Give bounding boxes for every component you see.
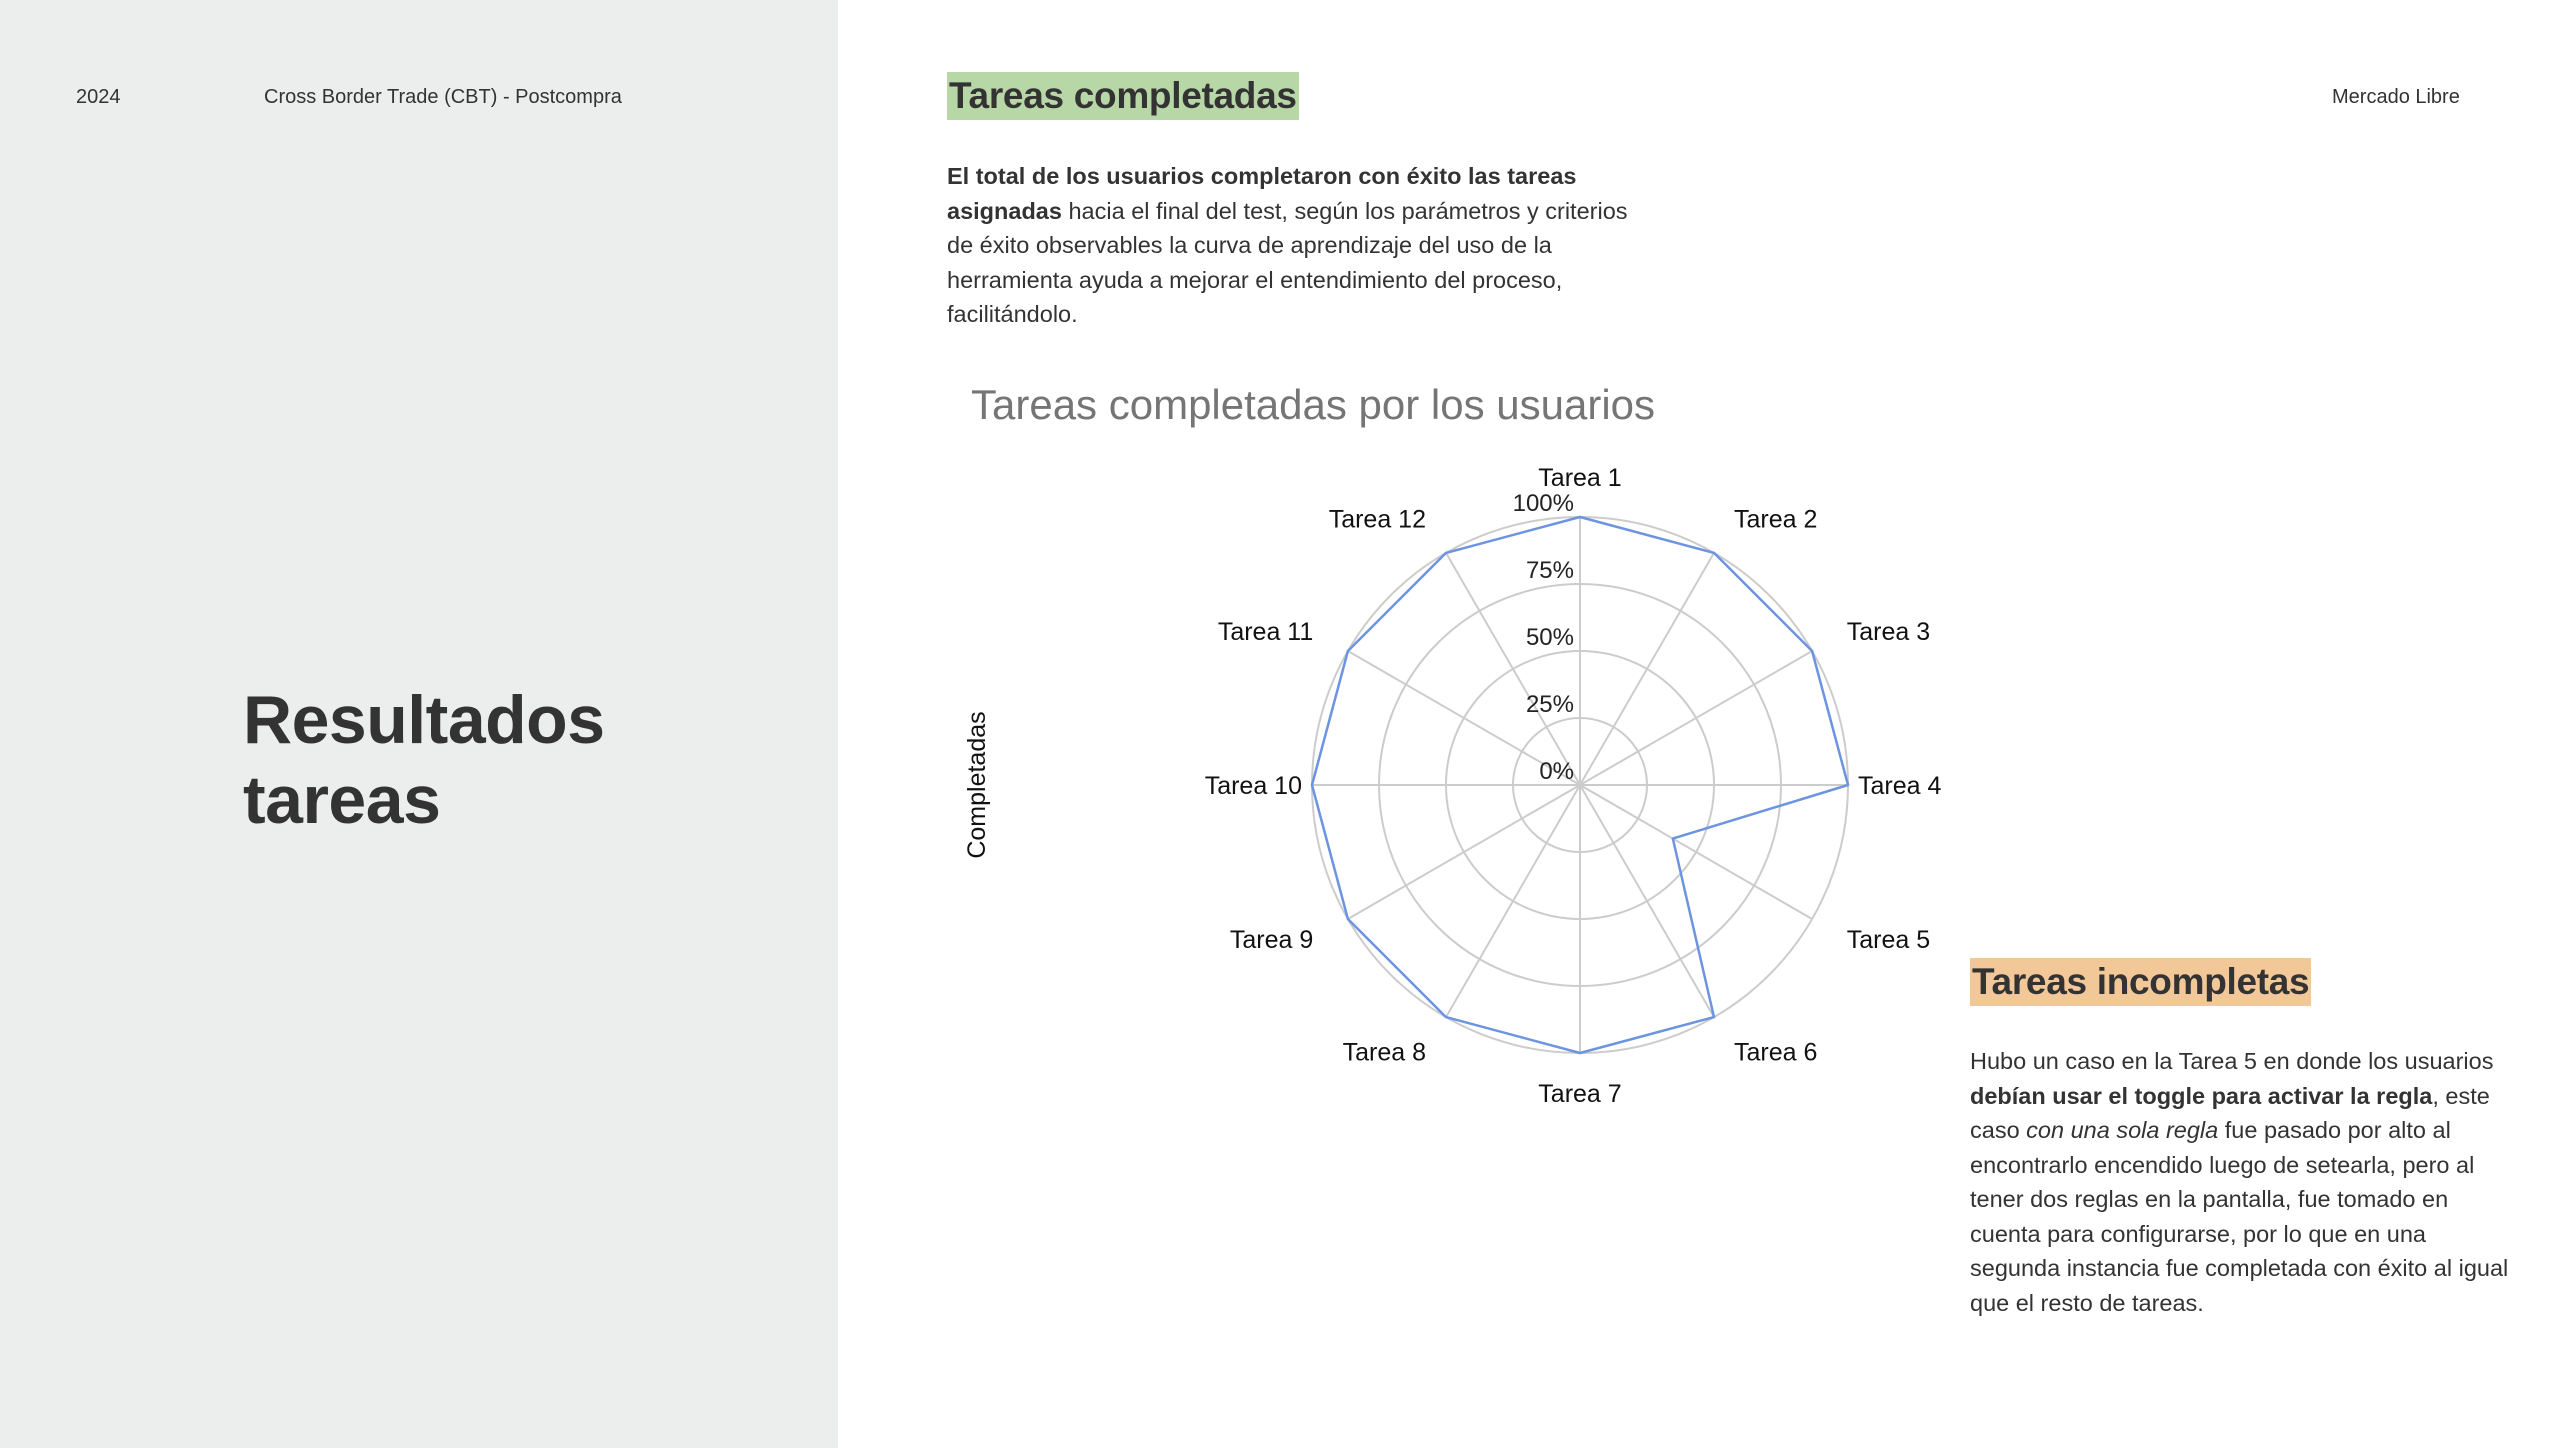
incomplete-text-3: fue pasado por alto al encontrarlo encendido luego de setearla, pero al tener dos reglas en la pantalla, fue tomado en cuenta para configurarse, por lo que en una segunda instancia fue completada con éxito al igual que el resto de tareas. — [1970, 1117, 2509, 1316]
section-title-line2: tareas — [243, 762, 441, 838]
data-point-12 — [1445, 552, 1447, 554]
incomplete-text-1: Hubo un caso en la Tarea 5 en donde los usuarios — [1970, 1048, 2494, 1074]
tick-label-4: 100% — [1512, 490, 1574, 517]
data-point-6 — [1713, 1016, 1715, 1018]
grid-spoke-2 — [1580, 553, 1714, 785]
grid-spoke-3 — [1580, 651, 1812, 785]
grid-spoke-12 — [1446, 553, 1580, 785]
category-label-5: Tarea 5 — [1846, 926, 1931, 954]
data-point-7 — [1579, 1052, 1581, 1054]
completed-bold-text: El total de los usuarios completaron con éxito las tareas asignadas — [947, 163, 1577, 224]
data-point-9 — [1347, 918, 1349, 920]
data-point-4 — [1847, 784, 1849, 786]
header-brand: Mercado Libre — [2332, 86, 2460, 108]
incomplete-paragraph — [1970, 1044, 2510, 1320]
chart-title: Tareas completadas por los usuarios — [971, 381, 1656, 428]
data-point-11 — [1347, 650, 1349, 652]
grid-spoke-9 — [1348, 785, 1580, 919]
incomplete-italic-1: con una sola regla — [2026, 1117, 2219, 1143]
grid-spoke-8 — [1446, 785, 1580, 1017]
category-label-1: Tarea 1 — [1538, 464, 1622, 492]
category-label-11: Tarea 11 — [1217, 618, 1314, 646]
tick-label-3: 75% — [1525, 557, 1574, 584]
section-title-line1: Resultados — [243, 682, 605, 758]
completed-rest-text: hacia el final del test, según los parámetros y criterios de éxito observables la curva de aprendizaje del uso de la herramienta ayuda a mejorar el entendimiento del proceso, facilitándolo. — [947, 197, 1628, 327]
grid-spoke-5 — [1580, 785, 1812, 919]
category-label-7: Tarea 7 — [1538, 1080, 1622, 1108]
header-project: Cross Border Trade (CBT) - Postcompra — [264, 86, 622, 108]
tick-label-1: 25% — [1525, 691, 1574, 718]
category-label-4: Tarea 4 — [1858, 772, 1942, 800]
incomplete-heading: Tareas incompletas — [1970, 958, 2311, 1006]
radar-grid — [1312, 517, 1848, 1053]
category-label-6: Tarea 6 — [1734, 1038, 1818, 1067]
category-label-8: Tarea 8 — [1342, 1038, 1426, 1067]
category-label-10: Tarea 10 — [1204, 772, 1302, 800]
header-year: 2024 — [76, 86, 121, 108]
data-point-8 — [1445, 1016, 1447, 1018]
completed-heading: Tareas completadas — [947, 72, 1299, 120]
category-label-2: Tarea 2 — [1734, 505, 1818, 534]
y-axis-label: Completadas — [963, 711, 991, 859]
data-point-2 — [1713, 552, 1715, 554]
incomplete-text-2: , este caso — [1970, 1082, 2490, 1143]
data-point-10 — [1311, 784, 1313, 786]
tick-label-0: 0% — [1539, 758, 1574, 785]
data-point-5 — [1672, 837, 1674, 839]
data-point-1 — [1579, 516, 1581, 518]
data-point-3 — [1811, 650, 1813, 652]
category-label-3: Tarea 3 — [1846, 618, 1931, 646]
incomplete-bold-1: debían usar el toggle para activar la regla — [1970, 1082, 2433, 1109]
category-label-9: Tarea 9 — [1229, 926, 1314, 954]
grid-spoke-6 — [1580, 785, 1714, 1017]
tick-label-2: 50% — [1525, 624, 1574, 651]
category-label-12: Tarea 12 — [1328, 505, 1426, 534]
